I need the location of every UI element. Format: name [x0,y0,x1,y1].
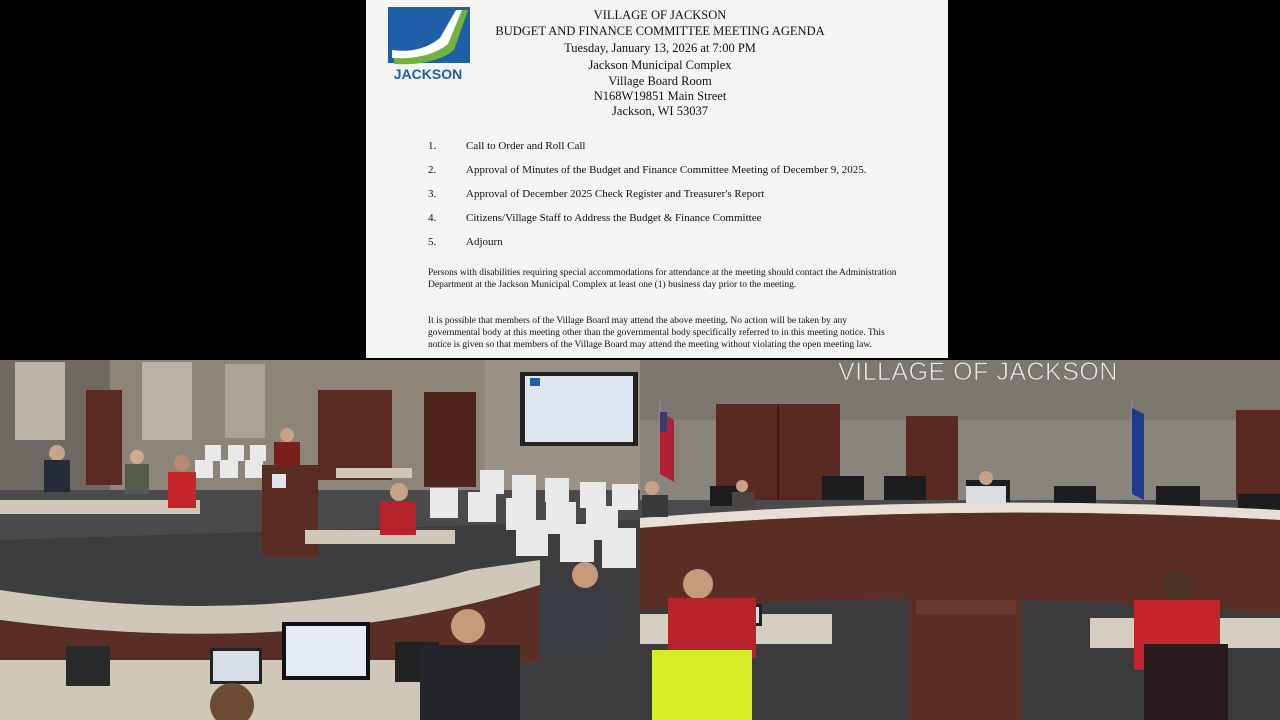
wall-panel [15,362,65,440]
venue: Jackson Municipal Complex [588,58,732,72]
wall-panel [142,362,192,440]
room: Village Board Room [608,74,712,88]
podium [910,596,1022,720]
agenda-document: JACKSON VILLAGE OF JACKSON BUDGET AND FINANCE COMMITTEE MEETING AGENDA Tuesday, January 13, 2026 at 7:00 PM Jackson Municipal Complex Village Board Room N168W19851 Main Street Jackson, WI 53037 1. Call to Order and Roll Call 2. Approval of Minutes of the Budget and Finance Committee Meeting of December 9, 2025. 3. Approval of December 2025 Check Register and Treasurer's Report 4. Citizens/Village Staff to Address the Budget & Finance Committee 5. Adjourn Persons with disabilities requiring special accommodations for attendance at the meeting should contact the Administration Department at the Jackson Municipal Complex at least one (1) business day prior to the meeting. It is possible that members of the Village Board may attend the above meeting. No action will be taken by any governmental body at this meeting other than the governmental body specifically referred to in this meeting notice. This notice is given so that members of the Village Board may attend the meeting without violating the open meeting law. [366,0,948,358]
door [424,392,476,487]
quorum-notice: It is possible that members of the Village Board may attend the above meeting. No action will be taken by any governmental body at this meeting other than the governmental body specifically referred to in this meeting notice. This notice is given so that members of the Village Board may attend the meeting without violating the open meeting law. [428,316,885,350]
double-door [318,390,392,480]
village-logo [384,4,470,82]
door [86,390,122,485]
camera-feed-right [640,360,1280,720]
wall-sign: VILLAGE OF JACKSON [838,358,1118,386]
accessibility-notice: Persons with disabilities requiring special accommodations for attendance at the meeting should contact the Administration Department at the Jackson Municipal Complex at least one (1) business day prior to the meeting. [428,268,897,290]
wall-panel [225,364,265,438]
city-address: Jackson, WI 53037 [612,104,708,118]
org-name: VILLAGE OF JACKSON [593,8,727,22]
door [1236,410,1280,504]
logo-wordmark: JACKSON [393,66,463,82]
meeting-title: BUDGET AND FINANCE COMMITTEE MEETING AGENDA [495,24,825,38]
street-address: N168W19851 Main Street [593,89,727,103]
wall-monitor [525,376,633,442]
camera-feed-left [0,360,640,720]
state-flag [1132,408,1144,500]
desk-monitor [286,626,366,676]
meeting-datetime: Tuesday, January 13, 2026 at 7:00 PM [564,41,756,55]
